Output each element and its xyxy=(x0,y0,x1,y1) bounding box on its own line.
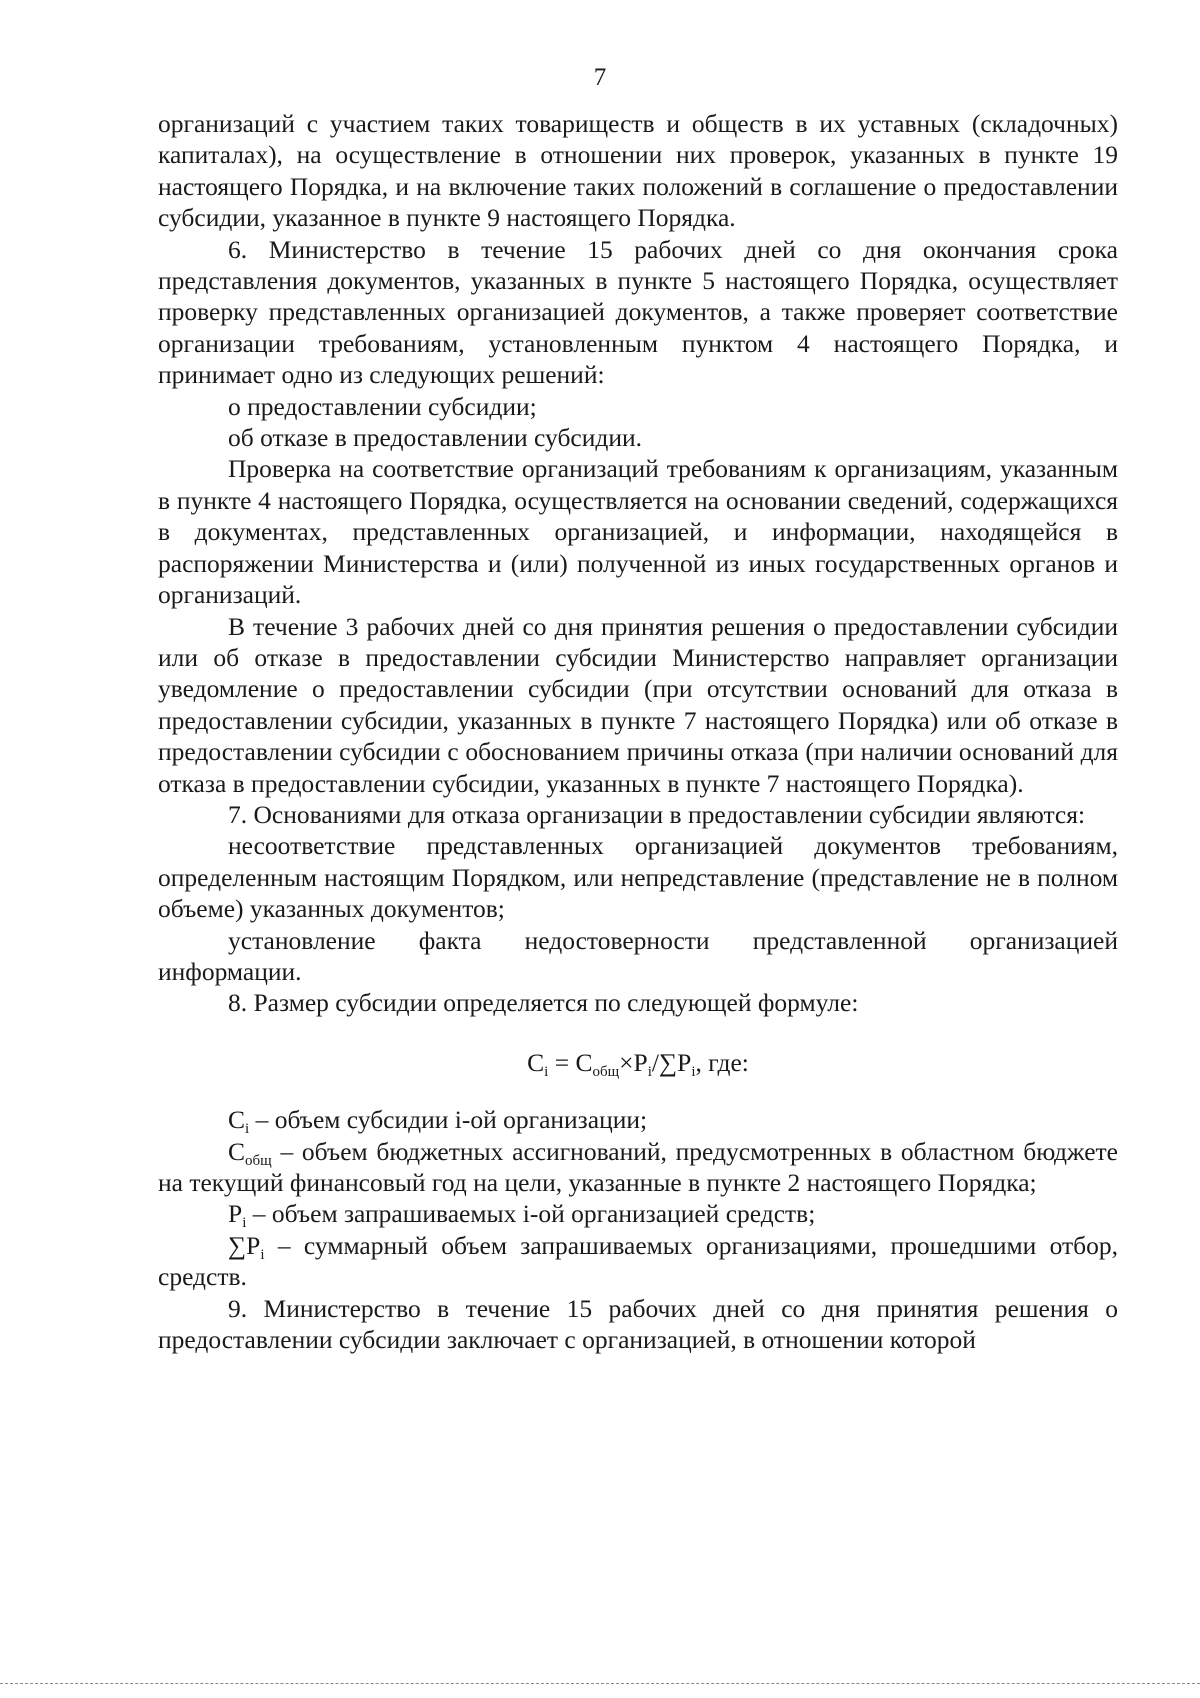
formula-tail: , где: xyxy=(695,1047,749,1077)
def-text: – объем бюджетных ассигнований, предусмотренных в областном бюджете на текущий финансовый год на цели, указанные в пункте 2 настоящего Порядка; xyxy=(158,1136,1118,1197)
def-text: – суммарный объем запрашиваемых организациями, прошедшими отбор, средств. xyxy=(158,1230,1118,1292)
def-symbol: ∑P xyxy=(228,1230,261,1260)
paragraph-notification: В течение 3 рабочих дней со дня принятия решения о предоставлении субсидии или об отказе в предоставлении субсидии Министерство направляет организации уведомление о предоставлении субсидии (при отсутствии оснований для отказа в предоставлении субсидии, указанных в пункте 7 настоящего Порядка) или об отказе в предоставлении субсидии с обоснованием причины отказа (при наличии оснований для отказа в предоставлении субсидии, указанных в пункте 7 настоящего Порядка). xyxy=(158,611,1118,798)
def-text: – объем субсидии i-ой организации; xyxy=(249,1105,648,1135)
def-symbol: C xyxy=(228,1136,246,1166)
definition-sum-pi xyxy=(158,1230,1118,1293)
scan-bottom-edge xyxy=(0,1683,1200,1684)
def-text: – объем запрашиваемых i-ой организацией средств; xyxy=(246,1199,816,1229)
paragraph-decision-grant: о предоставлении субсидии; xyxy=(228,391,537,421)
def-subscript: i xyxy=(245,1121,250,1138)
formula-c: C xyxy=(527,1047,545,1077)
def-symbol: P xyxy=(228,1199,243,1229)
paragraph-verification: Проверка на соответствие организаций требованиям к организациям, указанным в пункте 4 настоящего Порядка, осуществляется на основании сведений, содержащихся в документах, представленных организацией, и информации, находящейся в распоряжении Министерства и (или) полученной из иных государственных органов и организаций. xyxy=(158,454,1118,610)
paragraph-item-9: 9. Министерство в течение 15 рабочих дней со дня принятия решения о предоставлении субсидии заключает с организацией, в отношении которой xyxy=(158,1293,1118,1355)
definition-pi xyxy=(158,1198,1118,1232)
def-symbol: C xyxy=(228,1105,246,1135)
document-body xyxy=(158,108,1118,1355)
paragraph-ground-unreliable: установление факта недостоверности представленной организацией информации. xyxy=(158,925,1118,986)
formula-eq: = xyxy=(548,1047,576,1077)
paragraph-continuation: организаций с участием таких товариществ и обществ в их уставных (складочных) капиталах), на осуществление в отношении них проверок, указанных в пункте 19 настоящего Порядка, и на включение таких положений в соглашение о предоставлении субсидии, указанное в пункте 9 настоящего Порядка. xyxy=(158,109,1118,233)
paragraph-decision-refuse: об отказе в предоставлении субсидии. xyxy=(228,423,643,453)
definition-c-total xyxy=(158,1136,1118,1199)
page-number: 7 xyxy=(593,64,607,91)
formula-sub-i: i xyxy=(544,1063,549,1080)
paragraph-item-8: 8. Размер субсидии определяется по следующей формуле: xyxy=(228,988,859,1018)
formula-times-p: ×P xyxy=(619,1047,648,1077)
def-subscript: i xyxy=(260,1246,265,1263)
subsidy-formula xyxy=(158,1047,1118,1078)
paragraph-ground-nonconformity: несоответствие представленных организацией документов требованиям, определенным настоящим Порядком, или непредставление (представление не в полном объеме) указанных документов; xyxy=(158,831,1118,924)
formula-sub-i3: i xyxy=(691,1063,696,1080)
formula-c-total: C xyxy=(575,1047,593,1077)
paragraph-item-6: 6. Министерство в течение 15 рабочих дней со дня окончания срока представления документов, указанных в пункте 5 настоящего Порядка, осуществляет проверку представленных организацией документов, а также проверяет соответствие организации требованиям, установленным пунктом 4 настоящего Порядка, и принимает одно из следующих решений: xyxy=(158,234,1118,390)
def-subscript: общ xyxy=(245,1152,272,1169)
formula-div-sum: /∑P xyxy=(651,1047,692,1077)
formula-sub-total: общ xyxy=(592,1063,620,1080)
paragraph-item-7: 7. Основаниями для отказа организации в предоставлении субсидии являются: xyxy=(228,799,1086,829)
def-subscript: i xyxy=(242,1215,247,1232)
definition-ci xyxy=(158,1104,1118,1138)
formula-sub-i2: i xyxy=(647,1063,652,1080)
